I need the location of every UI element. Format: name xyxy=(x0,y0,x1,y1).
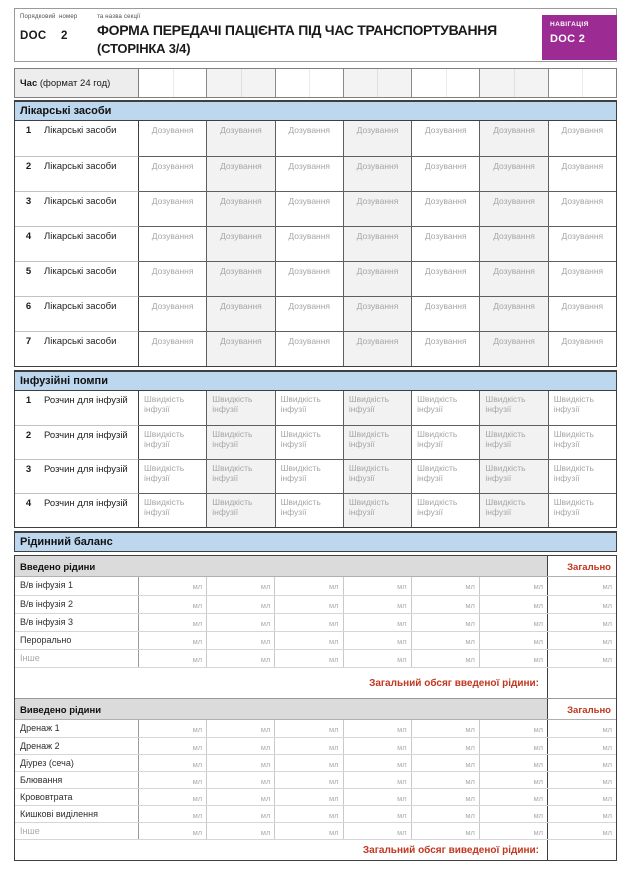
volume-cell[interactable]: мл xyxy=(479,823,547,839)
dose-cell[interactable]: Дозування xyxy=(275,226,343,261)
dose-cell[interactable]: Дозування xyxy=(343,296,411,331)
time-entry-cell[interactable] xyxy=(275,69,343,97)
infusion-rate-cell[interactable]: Швидкість інфузії xyxy=(411,493,479,527)
infusion-rate-cell[interactable]: Швидкість інфузії xyxy=(343,391,411,425)
fluid-row-label: В/в інфузія 3 xyxy=(15,614,139,631)
dose-cell[interactable]: Дозування xyxy=(479,296,547,331)
nav-badge-label: НАВІГАЦІЯ xyxy=(550,21,589,28)
dose-cell[interactable]: Дозування xyxy=(548,296,616,331)
dose-cell[interactable]: Дозування xyxy=(548,191,616,226)
volume-total-cell[interactable]: мл xyxy=(547,650,616,667)
dose-cell[interactable]: Дозування xyxy=(343,226,411,261)
volume-cell[interactable]: мл xyxy=(343,596,411,613)
row-number: 5 xyxy=(15,261,42,296)
infusion-rate-cell[interactable]: Швидкість інфузії xyxy=(275,459,343,493)
volume-cell[interactable]: мл xyxy=(206,789,274,805)
output-total-column-header: Загально xyxy=(547,699,616,719)
volume-cell[interactable]: мл xyxy=(343,806,411,822)
volume-cell[interactable]: мл xyxy=(206,596,274,613)
pumps-rows xyxy=(15,391,616,527)
volume-cell[interactable]: мл xyxy=(206,577,274,595)
dose-cell[interactable]: Дозування xyxy=(275,121,343,156)
volume-cell[interactable]: мл xyxy=(206,823,274,839)
fluid-row-label: В/в інфузія 2 xyxy=(15,596,139,613)
fluid-row-label: Крововтрата xyxy=(15,789,139,805)
output-subheader: Виведено рідини xyxy=(15,699,547,719)
time-entry-cell[interactable] xyxy=(479,69,547,97)
infusion-rate-cell[interactable]: Швидкість інфузії xyxy=(548,459,616,493)
infusion-rate-cell[interactable]: Швидкість інфузії xyxy=(275,391,343,425)
volume-cell[interactable]: мл xyxy=(411,614,479,631)
fluid-row-label: Інше xyxy=(15,823,139,839)
infusion-rate-cell[interactable]: Швидкість інфузії xyxy=(411,459,479,493)
fluid-row xyxy=(15,631,616,649)
volume-cell[interactable]: мл xyxy=(411,789,479,805)
dose-cell[interactable]: Дозування xyxy=(139,226,206,261)
output-rows xyxy=(15,720,616,839)
volume-cell[interactable]: мл xyxy=(479,772,547,788)
time-cells xyxy=(139,69,616,97)
time-entry-cell[interactable] xyxy=(343,69,411,97)
volume-cell[interactable]: мл xyxy=(411,596,479,613)
fluid-row xyxy=(15,788,616,805)
volume-cell[interactable]: мл xyxy=(343,738,411,754)
infusion-solution-cell[interactable]: Розчин для інфузій xyxy=(42,425,139,459)
dose-cell[interactable]: Дозування xyxy=(139,296,206,331)
volume-cell[interactable]: мл xyxy=(343,577,411,595)
infusion-solution-cell[interactable]: Розчин для інфузій xyxy=(42,391,139,425)
infusion-rate-cell[interactable]: Швидкість інфузії xyxy=(479,459,547,493)
dose-cell[interactable]: Дозування xyxy=(479,261,547,296)
dose-cell[interactable]: Дозування xyxy=(548,331,616,366)
doc-number: 2 xyxy=(61,30,68,42)
infusion-rate-cell[interactable]: Швидкість інфузії xyxy=(548,425,616,459)
infusion-rate-cell[interactable]: Швидкість інфузії xyxy=(548,391,616,425)
pump-row xyxy=(15,391,616,425)
infusion-rate-cell[interactable]: Швидкість інфузії xyxy=(139,425,206,459)
volume-cell[interactable]: мл xyxy=(206,755,274,771)
row-number: 1 xyxy=(25,395,32,406)
volume-cell[interactable]: мл xyxy=(479,632,547,649)
pump-row xyxy=(15,425,616,459)
fluid-row-label: Дренаж 1 xyxy=(15,720,139,737)
volume-cell[interactable]: мл xyxy=(206,738,274,754)
volume-cell[interactable]: мл xyxy=(343,772,411,788)
medication-name-cell[interactable]: Лікарські засоби xyxy=(42,121,139,156)
output-total-row xyxy=(15,839,616,860)
volume-cell[interactable]: мл xyxy=(343,650,411,667)
infusion-rate-cell[interactable]: Швидкість інфузії xyxy=(479,493,547,527)
infusion-rate-cell[interactable]: Швидкість інфузії xyxy=(144,394,185,415)
section-name-label: та назва секції xyxy=(97,14,141,20)
volume-total-cell[interactable]: мл xyxy=(547,755,616,771)
fluid-row xyxy=(15,737,616,754)
volume-cell[interactable]: мл xyxy=(411,806,479,822)
dose-cell[interactable]: Дозування xyxy=(139,261,206,296)
volume-cell[interactable]: мл xyxy=(274,806,342,822)
infusion-solution-cell[interactable]: Розчин для інфузій xyxy=(42,459,139,493)
pump-row xyxy=(15,459,616,493)
dose-cell[interactable]: Дозування xyxy=(479,121,547,156)
dose-cell[interactable]: Дозування xyxy=(343,156,411,191)
dose-cell[interactable]: Дозування xyxy=(411,331,479,366)
infusion-rate-cell[interactable]: Швидкість інфузії xyxy=(275,425,343,459)
dose-cell[interactable]: Дозування xyxy=(206,296,274,331)
medication-row xyxy=(15,296,616,331)
volume-cell[interactable]: мл xyxy=(206,806,274,822)
dose-cell[interactable]: Дозування xyxy=(479,191,547,226)
volume-cell[interactable]: мл xyxy=(479,720,547,737)
infusion-rate-cell[interactable]: Швидкість інфузії xyxy=(343,459,411,493)
infusion-solution-cell[interactable]: Розчин для інфузій xyxy=(42,493,139,527)
dose-cell[interactable]: Дозування xyxy=(275,331,343,366)
volume-total-cell[interactable]: мл xyxy=(547,720,616,737)
time-label-bold: Час xyxy=(20,78,38,89)
dose-cell[interactable]: Дозування xyxy=(411,121,479,156)
volume-cell[interactable]: мл xyxy=(479,789,547,805)
doc-code: DOC xyxy=(20,30,47,42)
fluid-row-label: Кишкові виділення xyxy=(15,806,139,822)
dose-cell[interactable]: Дозування xyxy=(275,191,343,226)
infusion-rate-cell[interactable]: Швидкість інфузії xyxy=(206,459,274,493)
output-total-cell[interactable] xyxy=(547,840,616,860)
pumps-section xyxy=(14,370,617,528)
infusion-rate-cell[interactable]: Швидкість інфузії xyxy=(139,493,206,527)
volume-total-cell[interactable]: мл xyxy=(547,789,616,805)
volume-total-cell[interactable]: мл xyxy=(547,614,616,631)
volume-cell[interactable]: мл xyxy=(192,811,203,820)
fluid-row-label: Блювання xyxy=(15,772,139,788)
dose-cell[interactable]: Дозування xyxy=(206,121,274,156)
time-entry-cell[interactable] xyxy=(206,69,274,97)
volume-cell[interactable]: мл xyxy=(411,755,479,771)
infusion-rate-cell[interactable]: Швидкість інфузії xyxy=(206,391,274,425)
medication-name-cell[interactable]: Лікарські засоби xyxy=(42,296,139,331)
volume-cell[interactable]: мл xyxy=(192,637,203,646)
fluid-balance-table xyxy=(14,555,617,861)
volume-cell[interactable]: мл xyxy=(274,755,342,771)
dose-cell[interactable]: Дозування xyxy=(206,156,274,191)
time-entry-cell[interactable] xyxy=(411,69,479,97)
volume-cell[interactable]: мл xyxy=(274,720,342,737)
row-number: 2 xyxy=(15,156,42,191)
row-number: 4 xyxy=(15,226,42,261)
number-label: номер xyxy=(59,14,78,20)
intake-subheader: Введено рідини xyxy=(15,556,547,576)
fluid-row xyxy=(15,771,616,788)
dose-cell[interactable]: Дозування xyxy=(275,296,343,331)
medication-name-cell[interactable]: Лікарські засоби xyxy=(42,226,139,261)
volume-cell[interactable]: мл xyxy=(343,632,411,649)
infusion-rate-cell[interactable]: Швидкість інфузії xyxy=(411,391,479,425)
dose-cell[interactable]: Дозування xyxy=(411,296,479,331)
dose-cell[interactable]: Дозування xyxy=(343,331,411,366)
infusion-rate-cell[interactable]: Швидкість інфузії xyxy=(479,425,547,459)
dose-cell[interactable]: Дозування xyxy=(139,331,206,366)
dose-cell[interactable]: Дозування xyxy=(479,156,547,191)
intake-total-label: Загальний обсяг введеної рідини: xyxy=(369,678,539,689)
volume-cell[interactable]: мл xyxy=(192,760,203,769)
volume-cell[interactable]: мл xyxy=(343,823,411,839)
volume-cell[interactable]: мл xyxy=(192,725,203,734)
volume-cell[interactable]: мл xyxy=(274,650,342,667)
volume-cell[interactable]: мл xyxy=(479,755,547,771)
dose-cell[interactable]: Дозування xyxy=(548,121,616,156)
medication-name-cell[interactable]: Лікарські засоби xyxy=(42,261,139,296)
fluid-row-label: Дренаж 2 xyxy=(15,738,139,754)
infusion-rate-cell[interactable]: Швидкість інфузії xyxy=(206,493,274,527)
medication-row xyxy=(15,156,616,191)
pump-row xyxy=(15,493,616,527)
row-number: 1 xyxy=(25,125,32,136)
medications-rows xyxy=(15,121,616,366)
volume-cell[interactable]: мл xyxy=(274,772,342,788)
dose-cell[interactable]: Дозування xyxy=(548,226,616,261)
volume-cell[interactable]: мл xyxy=(479,738,547,754)
volume-cell[interactable]: мл xyxy=(411,772,479,788)
pumps-section-header: Інфузійні помпи xyxy=(15,372,616,391)
volume-cell[interactable]: мл xyxy=(411,720,479,737)
medication-row xyxy=(15,191,616,226)
fluid-row xyxy=(15,613,616,631)
row-number: 6 xyxy=(15,296,42,331)
medication-name-cell[interactable]: Лікарські засоби xyxy=(42,331,139,366)
dose-cell[interactable]: Дозування xyxy=(139,191,206,226)
row-number: 3 xyxy=(15,459,42,493)
page-title: ФОРМА ПЕРЕДАЧІ ПАЦІЄНТА ПІД ЧАС ТРАНСПОРТУВАННЯ xyxy=(97,22,497,38)
time-entry-cell[interactable] xyxy=(548,69,616,97)
volume-cell[interactable]: мл xyxy=(274,738,342,754)
dose-cell[interactable]: Дозування xyxy=(343,121,411,156)
infusion-rate-cell[interactable]: Швидкість інфузії xyxy=(548,493,616,527)
volume-cell[interactable]: мл xyxy=(274,596,342,613)
volume-cell[interactable]: мл xyxy=(479,577,547,595)
dose-cell[interactable]: Дозування xyxy=(151,125,194,135)
volume-cell[interactable]: мл xyxy=(479,806,547,822)
volume-cell[interactable]: мл xyxy=(206,772,274,788)
fluid-row xyxy=(15,595,616,613)
dose-cell[interactable]: Дозування xyxy=(411,226,479,261)
fluid-row xyxy=(15,822,616,839)
volume-cell[interactable]: мл xyxy=(411,823,479,839)
dose-cell[interactable]: Дозування xyxy=(206,331,274,366)
volume-cell[interactable]: мл xyxy=(479,596,547,613)
volume-cell[interactable]: мл xyxy=(343,614,411,631)
volume-total-cell[interactable]: мл xyxy=(547,772,616,788)
fluid-row xyxy=(15,720,616,737)
medication-row xyxy=(15,226,616,261)
fluid-row-label: Перорально xyxy=(15,632,139,649)
volume-total-cell[interactable]: мл xyxy=(547,823,616,839)
volume-cell[interactable]: мл xyxy=(206,650,274,667)
infusion-rate-cell[interactable]: Швидкість інфузії xyxy=(275,493,343,527)
volume-cell[interactable]: мл xyxy=(192,794,203,803)
page-subtitle: (СТОРІНКА 3/4) xyxy=(97,41,191,56)
volume-cell[interactable]: мл xyxy=(411,577,479,595)
dose-cell[interactable]: Дозування xyxy=(275,156,343,191)
volume-cell[interactable]: мл xyxy=(192,828,203,837)
intake-total-row xyxy=(15,667,616,698)
volume-cell[interactable]: мл xyxy=(274,577,342,595)
dose-cell[interactable]: Дозування xyxy=(275,261,343,296)
volume-cell[interactable]: мл xyxy=(479,614,547,631)
dose-cell[interactable]: Дозування xyxy=(479,331,547,366)
time-entry-cell[interactable] xyxy=(139,69,206,97)
intake-subheader-row xyxy=(15,556,616,577)
dose-cell[interactable]: Дозування xyxy=(206,191,274,226)
dose-cell[interactable]: Дозування xyxy=(411,156,479,191)
volume-total-cell[interactable]: мл xyxy=(547,577,616,595)
dose-cell[interactable]: Дозування xyxy=(206,226,274,261)
medication-row xyxy=(15,331,616,366)
volume-cell[interactable]: мл xyxy=(206,632,274,649)
dose-cell[interactable]: Дозування xyxy=(206,261,274,296)
volume-total-cell[interactable]: мл xyxy=(547,738,616,754)
ordinal-label: Порядковий xyxy=(20,14,56,20)
fluid-balance-header: Рідинний баланс xyxy=(14,531,617,552)
volume-cell[interactable]: мл xyxy=(274,789,342,805)
infusion-rate-cell[interactable]: Швидкість інфузії xyxy=(139,459,206,493)
volume-cell[interactable]: мл xyxy=(343,755,411,771)
volume-total-cell[interactable]: мл xyxy=(547,596,616,613)
fluid-row xyxy=(15,577,616,595)
medication-row xyxy=(15,121,616,156)
volume-cell[interactable]: мл xyxy=(274,823,342,839)
dose-cell[interactable]: Дозування xyxy=(411,191,479,226)
output-subheader-row xyxy=(15,698,616,720)
dose-cell[interactable]: Дозування xyxy=(343,191,411,226)
dose-cell[interactable]: Дозування xyxy=(479,226,547,261)
fluid-row xyxy=(15,805,616,822)
volume-cell[interactable]: мл xyxy=(206,614,274,631)
volume-cell[interactable]: мл xyxy=(192,601,203,610)
volume-cell[interactable]: мл xyxy=(192,655,203,664)
volume-cell[interactable]: мл xyxy=(343,720,411,737)
medication-row xyxy=(15,261,616,296)
fluid-row-label: Діурез (сеча) xyxy=(15,755,139,771)
dose-cell[interactable]: Дозування xyxy=(548,156,616,191)
intake-total-cell[interactable] xyxy=(547,668,616,698)
medications-section-header: Лікарські засоби xyxy=(15,102,616,121)
nav-badge[interactable] xyxy=(542,15,617,60)
dose-cell[interactable]: Дозування xyxy=(139,156,206,191)
volume-total-cell[interactable]: мл xyxy=(547,806,616,822)
fluid-row-label: В/в інфузія 1 xyxy=(15,577,139,595)
volume-cell[interactable]: мл xyxy=(411,738,479,754)
row-number: 3 xyxy=(15,191,42,226)
fluid-row-label: Інше xyxy=(15,650,139,667)
volume-cell[interactable]: мл xyxy=(192,582,203,591)
volume-cell[interactable]: мл xyxy=(343,789,411,805)
medication-name-cell[interactable]: Лікарські засоби xyxy=(42,156,139,191)
infusion-rate-cell[interactable]: Швидкість інфузії xyxy=(206,425,274,459)
infusion-rate-cell[interactable]: Швидкість інфузії xyxy=(479,391,547,425)
dose-cell[interactable]: Дозування xyxy=(548,261,616,296)
row-number: 7 xyxy=(15,331,42,366)
volume-cell[interactable]: мл xyxy=(274,632,342,649)
volume-total-cell[interactable]: мл xyxy=(547,632,616,649)
medications-section xyxy=(14,100,617,367)
infusion-rate-cell[interactable]: Швидкість інфузії xyxy=(411,425,479,459)
fluid-row xyxy=(15,649,616,667)
volume-cell[interactable]: мл xyxy=(206,720,274,737)
dose-cell[interactable]: Дозування xyxy=(343,261,411,296)
row-number: 2 xyxy=(15,425,42,459)
row-number: 4 xyxy=(15,493,42,527)
form-header xyxy=(14,8,617,62)
time-label xyxy=(15,69,139,97)
output-total-label: Загальний обсяг виведеної рідини: xyxy=(362,845,539,856)
time-row xyxy=(14,68,617,98)
intake-rows xyxy=(15,577,616,667)
medication-name-cell[interactable]: Лікарські засоби xyxy=(42,191,139,226)
volume-cell[interactable]: мл xyxy=(411,632,479,649)
intake-total-column-header: Загально xyxy=(547,556,616,576)
volume-cell[interactable]: мл xyxy=(479,650,547,667)
volume-cell[interactable]: мл xyxy=(411,650,479,667)
volume-cell[interactable]: мл xyxy=(192,743,203,752)
volume-cell[interactable]: мл xyxy=(192,777,203,786)
volume-cell[interactable]: мл xyxy=(192,619,203,628)
volume-cell[interactable]: мл xyxy=(274,614,342,631)
infusion-rate-cell[interactable]: Швидкість інфузії xyxy=(343,425,411,459)
infusion-rate-cell[interactable]: Швидкість інфузії xyxy=(343,493,411,527)
nav-badge-value: DOC 2 xyxy=(550,33,586,45)
fluid-row xyxy=(15,754,616,771)
time-format-note: (формат 24 год) xyxy=(39,78,111,89)
dose-cell[interactable]: Дозування xyxy=(411,261,479,296)
